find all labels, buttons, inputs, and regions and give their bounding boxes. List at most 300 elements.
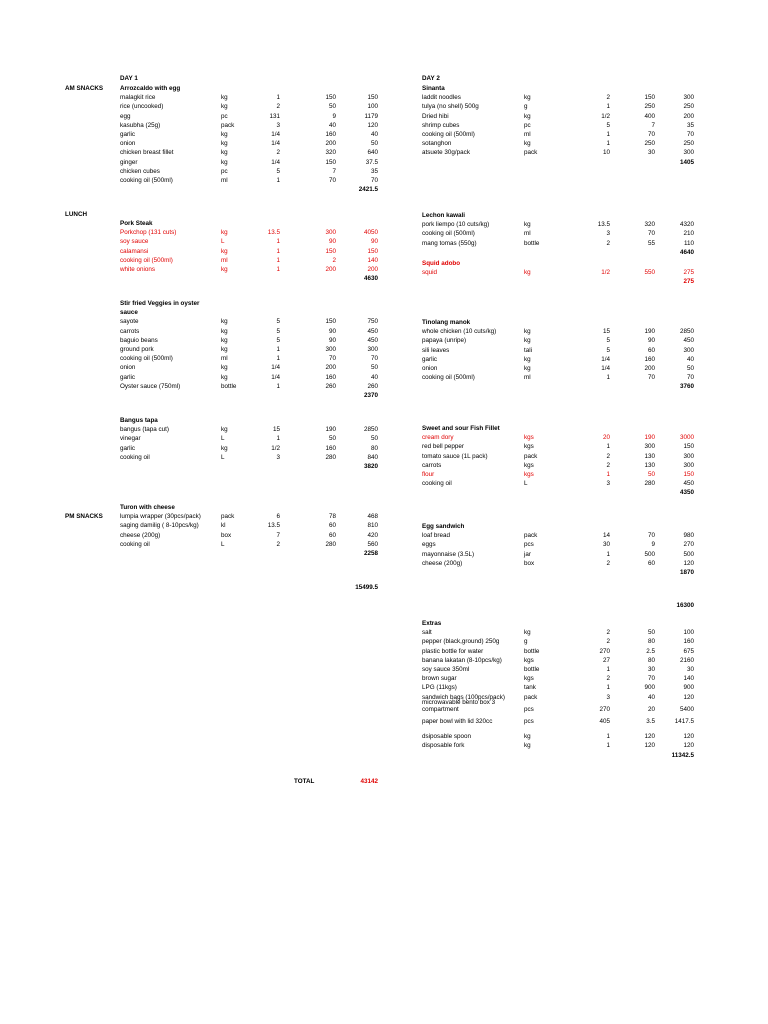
item-unit: kgs xyxy=(524,656,534,664)
item-price: 50 xyxy=(328,435,336,443)
item-total: 70 xyxy=(686,131,694,138)
item-unit: kg xyxy=(524,269,531,277)
item-total: 70 xyxy=(370,355,378,363)
item-unit: bottle xyxy=(524,666,540,673)
item-name: tomato sauce (1L pack) xyxy=(422,452,488,460)
item-price: 200 xyxy=(644,365,655,372)
item-unit: kg xyxy=(221,229,228,237)
item-name: garlic xyxy=(422,355,438,363)
item-unit: kg xyxy=(524,112,531,120)
item-unit: g xyxy=(524,638,528,646)
item-total: 50 xyxy=(686,365,694,372)
item-qty: 5 xyxy=(276,327,280,335)
item-unit: kg xyxy=(524,221,531,229)
item-price: 90 xyxy=(647,337,655,345)
item-total: 675 xyxy=(683,647,694,655)
item-qty: 2 xyxy=(606,239,610,247)
day2-extras-title: Extras xyxy=(422,620,442,627)
item-price: 320 xyxy=(644,221,655,229)
item-total: 300 xyxy=(683,461,694,469)
item-name: mang tomas (550g) xyxy=(422,239,477,247)
item-unit: kg xyxy=(524,94,531,102)
item-unit: L xyxy=(221,238,225,246)
item-total: 160 xyxy=(683,638,694,646)
item-price: 150 xyxy=(644,94,655,102)
item-name: sandwich bags (100pcs/pack) xyxy=(422,693,505,701)
item-qty: 1 xyxy=(606,471,610,478)
item-qty: 2 xyxy=(606,638,610,646)
item-name: cooking oil (500ml) xyxy=(422,374,475,382)
item-unit: kg xyxy=(221,346,228,353)
item-price: 150 xyxy=(325,158,336,166)
item-total: 50 xyxy=(370,140,378,148)
day1-arrozcaldo-subtotal: 2421.5 xyxy=(358,186,378,194)
item-qty: 1/4 xyxy=(271,131,280,138)
item-name: dsiposable spoon xyxy=(422,733,472,741)
item-price: 70 xyxy=(647,374,655,382)
item-total: 110 xyxy=(683,239,694,247)
item-name: shrimp cubes xyxy=(422,121,460,129)
item-name: soy sauce xyxy=(120,238,149,246)
item-name: cooking oil xyxy=(120,540,150,548)
item-name: tulya (no shell) 500g xyxy=(422,103,479,111)
item-price: 9 xyxy=(651,541,655,549)
item-name: cooking oil xyxy=(120,453,150,461)
item-price: 130 xyxy=(644,452,655,460)
item-price: 70 xyxy=(647,230,655,238)
item-unit: tali xyxy=(524,346,533,354)
item-qty: 131 xyxy=(269,112,280,120)
item-name: sili leaves xyxy=(422,346,450,354)
item-price: 120 xyxy=(644,742,655,750)
item-price: 200 xyxy=(325,364,336,372)
item-total: 2850 xyxy=(363,426,378,434)
item-unit: ml xyxy=(524,230,531,238)
day1-bangus-title: Bangus tapa xyxy=(120,417,158,424)
item-qty: 1/2 xyxy=(601,269,610,277)
item-price: 280 xyxy=(644,480,655,488)
item-qty: 2 xyxy=(276,540,280,548)
item-unit: kg xyxy=(221,426,228,434)
item-price: 250 xyxy=(644,103,655,111)
item-qty: 13.5 xyxy=(267,229,280,237)
item-qty: 1 xyxy=(276,266,280,273)
item-total: 980 xyxy=(683,532,694,540)
item-total: 50 xyxy=(370,364,378,372)
item-qty: 14 xyxy=(602,532,610,540)
item-name: garlic xyxy=(120,444,136,452)
item-total: 270 xyxy=(683,541,694,549)
item-price: 78 xyxy=(328,513,336,521)
item-unit: kg xyxy=(221,140,228,148)
day2-squid-title: Squid adobo xyxy=(422,260,461,267)
day1-stir-fried-title-cont: sauce xyxy=(120,309,138,317)
item-qty: 13.5 xyxy=(597,221,610,229)
item-price: 190 xyxy=(644,328,655,336)
item-qty: 5 xyxy=(606,121,610,129)
item-price: 90 xyxy=(328,238,336,246)
item-qty: 3 xyxy=(276,453,280,461)
item-total: 4320 xyxy=(679,221,694,229)
item-qty: 13.5 xyxy=(267,522,280,530)
item-unit: ml xyxy=(221,177,228,184)
item-name: eggs xyxy=(422,541,436,549)
item-unit: box xyxy=(221,531,232,539)
item-price: 40 xyxy=(647,693,655,701)
item-qty: 1 xyxy=(606,742,610,750)
item-total: 300 xyxy=(683,94,694,102)
item-total: 140 xyxy=(683,675,694,683)
item-name: cooking oil (500ml) xyxy=(120,355,173,363)
item-total: 120 xyxy=(683,693,694,701)
item-qty: 1 xyxy=(276,177,280,184)
item-name: cooking oil (500ml) xyxy=(422,131,475,138)
item-total: 1179 xyxy=(364,112,378,120)
item-name: disposable fork xyxy=(422,742,465,750)
item-total: 37.5 xyxy=(365,158,378,166)
item-price: 500 xyxy=(644,550,655,558)
item-unit: kg xyxy=(221,444,228,452)
item-unit: g xyxy=(524,103,528,111)
item-price: 50 xyxy=(647,471,655,478)
item-name: cheese (200g) xyxy=(120,531,161,539)
item-price: 150 xyxy=(325,94,336,102)
item-unit: kg xyxy=(221,266,228,273)
item-name: banana lakatan (8-10pcs/kg) xyxy=(422,656,502,664)
item-unit: kg xyxy=(221,149,228,157)
item-qty: 1/2 xyxy=(601,112,610,120)
item-qty: 27 xyxy=(602,656,610,664)
item-name: papaya (unripe) xyxy=(422,337,467,345)
item-price: 30 xyxy=(647,666,655,673)
item-name: ground pork xyxy=(120,346,154,353)
item-qty: 7 xyxy=(276,531,280,539)
item-qty: 2 xyxy=(606,94,610,102)
item-total: 100 xyxy=(683,629,694,637)
item-qty: 5 xyxy=(606,346,610,354)
item-price: 550 xyxy=(644,269,655,277)
item-price: 130 xyxy=(644,461,655,469)
item-unit: L xyxy=(221,540,225,548)
item-qty: 2 xyxy=(606,629,610,637)
item-total: 70 xyxy=(686,374,694,382)
item-price: 40 xyxy=(328,121,336,129)
item-name: microwavable bento box 3 xyxy=(422,698,496,706)
item-unit: pack xyxy=(524,149,538,157)
item-price: 20 xyxy=(647,705,655,713)
item-total: 70 xyxy=(370,177,378,184)
item-total: 450 xyxy=(367,327,378,335)
item-price: 320 xyxy=(325,149,336,157)
item-name-cont: compartment xyxy=(422,705,459,713)
item-name: cream dory xyxy=(422,434,454,442)
item-total: 250 xyxy=(683,140,694,148)
item-total: 468 xyxy=(367,513,378,521)
item-qty: 1/2 xyxy=(271,444,280,452)
item-unit: kg xyxy=(221,158,228,166)
item-qty: 1 xyxy=(276,94,280,102)
item-total: 50 xyxy=(370,435,378,443)
item-price: 190 xyxy=(644,434,655,442)
item-unit: L xyxy=(221,453,225,461)
item-qty: 1/4 xyxy=(271,158,280,166)
item-price: 280 xyxy=(325,453,336,461)
item-total: 2160 xyxy=(679,656,694,664)
item-unit: tank xyxy=(524,684,536,692)
day2-lechon-title: Lechon kawali xyxy=(422,212,466,219)
item-unit: kgs xyxy=(524,434,534,442)
item-name: kasubha (25g) xyxy=(120,121,161,129)
item-price: 7 xyxy=(651,121,655,129)
item-qty: 3 xyxy=(276,121,280,129)
day2-tinolang-title: Tinolang manok xyxy=(422,319,471,326)
item-price: 70 xyxy=(647,532,655,540)
item-total: 900 xyxy=(683,684,694,692)
item-unit: kgs xyxy=(524,471,534,478)
item-name: flour xyxy=(422,471,435,478)
item-unit: kg xyxy=(221,318,228,326)
item-unit: pack xyxy=(524,693,538,701)
item-qty: 5 xyxy=(606,337,610,345)
item-total: 120 xyxy=(367,121,378,129)
item-total: 4050 xyxy=(363,229,378,237)
item-price: 900 xyxy=(644,684,655,692)
item-unit: ml xyxy=(221,355,228,363)
item-name: Oyster sauce (750ml) xyxy=(120,382,181,390)
item-price: 300 xyxy=(325,346,336,353)
item-unit: pc xyxy=(221,112,228,120)
item-total: 40 xyxy=(370,131,378,138)
item-price: 60 xyxy=(328,531,336,539)
item-total: 90 xyxy=(370,238,378,246)
item-unit: kgs xyxy=(524,461,534,469)
item-name: pepper (black,ground) 250g xyxy=(422,638,500,646)
item-unit: bottle xyxy=(524,239,540,247)
item-qty: 1/4 xyxy=(601,355,610,363)
day1-stir-fried-title: Stir fried Veggies in oyster xyxy=(120,300,200,307)
item-unit: kg xyxy=(524,140,531,148)
day1-pork-steak-subtotal: 4630 xyxy=(363,275,378,283)
item-total: 750 xyxy=(367,318,378,326)
item-unit: kg xyxy=(524,733,531,741)
item-unit: kg xyxy=(524,742,531,750)
item-unit: pack xyxy=(221,121,235,129)
item-unit: kgs xyxy=(524,443,534,451)
item-qty: 1 xyxy=(606,666,610,673)
item-name: sotanghon xyxy=(422,140,452,148)
day2-squid-subtotal: 275 xyxy=(683,278,694,286)
item-total: 260 xyxy=(367,382,378,390)
item-price: 50 xyxy=(647,629,655,637)
item-total: 275 xyxy=(683,269,694,277)
item-name: garlic xyxy=(120,373,136,381)
item-total: 35 xyxy=(686,121,694,129)
item-qty: 10 xyxy=(602,149,610,157)
item-unit: kg xyxy=(221,247,228,255)
item-price: 90 xyxy=(328,327,336,335)
item-unit: kg xyxy=(221,373,228,381)
item-unit: pcs xyxy=(524,541,534,549)
item-price: 60 xyxy=(647,346,655,354)
item-unit: jar xyxy=(524,550,531,558)
item-price: 2 xyxy=(332,256,336,264)
item-price: 9 xyxy=(332,112,336,120)
item-unit: pcs xyxy=(524,718,534,725)
item-total: 450 xyxy=(683,337,694,345)
item-unit: kg xyxy=(524,328,531,336)
item-price: 300 xyxy=(644,443,655,451)
item-qty: 270 xyxy=(599,705,610,713)
item-qty: 1 xyxy=(276,346,280,353)
item-name: Porkchop (131 cuts) xyxy=(120,229,177,237)
item-name: laddit noodles xyxy=(422,94,461,102)
item-qty: 1 xyxy=(606,374,610,382)
item-name: loaf bread xyxy=(422,532,451,540)
item-name: mayonnaise (3.5L) xyxy=(422,550,475,558)
item-name: chicken cubes xyxy=(120,167,160,175)
item-unit: kgs xyxy=(524,675,534,683)
item-name: egg xyxy=(120,112,131,120)
item-price: 30 xyxy=(647,149,655,157)
item-qty: 1/4 xyxy=(271,373,280,381)
day1-turon-title: Turon with cheese xyxy=(120,504,175,511)
item-name: plastic bottle for water xyxy=(422,647,484,655)
item-total: 3000 xyxy=(679,434,694,442)
day2-lechon-subtotal: 4640 xyxy=(679,248,694,256)
item-price: 55 xyxy=(647,239,655,247)
item-name: calamansi xyxy=(120,247,149,255)
item-unit: kg xyxy=(221,336,228,344)
item-total: 2850 xyxy=(679,328,694,336)
item-qty: 1 xyxy=(606,140,610,148)
item-unit: kg xyxy=(524,355,531,363)
item-qty: 1 xyxy=(276,247,280,255)
item-total: 1417.5 xyxy=(674,718,694,725)
item-name: brown sugar xyxy=(422,675,457,683)
item-name: baguio beans xyxy=(120,336,158,344)
item-unit: kg xyxy=(524,629,531,637)
item-qty: 2 xyxy=(606,452,610,460)
item-price: 160 xyxy=(644,355,655,363)
item-total: 300 xyxy=(683,149,694,157)
item-price: 150 xyxy=(325,318,336,326)
item-total: 150 xyxy=(683,443,694,451)
item-price: 2.5 xyxy=(646,647,655,655)
item-total: 120 xyxy=(683,559,694,567)
grand-total-value: 43142 xyxy=(360,778,378,785)
item-name: ginger xyxy=(120,158,138,166)
day1-bangus-subtotal: 3820 xyxy=(363,463,378,470)
item-total: 200 xyxy=(683,112,694,120)
item-name: LPG (11kgs) xyxy=(422,684,457,692)
day2-sweet-sour-title: Sweet and sour Fish Fillet xyxy=(422,425,500,432)
item-qty: 2 xyxy=(276,103,280,111)
item-unit: kg xyxy=(221,103,228,111)
item-total: 810 xyxy=(367,522,378,530)
item-total: 210 xyxy=(683,230,694,238)
item-name: garlic xyxy=(120,131,136,138)
item-qty: 3 xyxy=(606,480,610,488)
item-unit: pc xyxy=(221,167,228,175)
item-total: 450 xyxy=(367,336,378,344)
item-price: 50 xyxy=(328,103,336,111)
item-qty: 270 xyxy=(599,647,610,655)
item-price: 80 xyxy=(647,656,655,664)
section-am-snacks: AM SNACKS xyxy=(65,85,104,92)
item-qty: 1/4 xyxy=(601,365,610,372)
item-name: chicken breast fillet xyxy=(120,149,174,157)
item-qty: 1/4 xyxy=(271,364,280,372)
day2-label: DAY 2 xyxy=(422,75,440,82)
item-qty: 1 xyxy=(276,435,280,443)
item-price: 300 xyxy=(325,229,336,237)
item-total: 300 xyxy=(367,346,378,353)
item-qty: 5 xyxy=(276,167,280,175)
item-price: 200 xyxy=(325,140,336,148)
item-qty: 1 xyxy=(276,382,280,390)
item-price: 160 xyxy=(325,131,336,138)
item-name: white onions xyxy=(120,266,156,273)
item-qty: 405 xyxy=(599,718,610,725)
item-name: Dried hibi xyxy=(422,112,449,120)
item-price: 70 xyxy=(328,355,336,363)
item-qty: 1 xyxy=(606,103,610,111)
item-qty: 1 xyxy=(606,443,610,451)
item-price: 250 xyxy=(644,140,655,148)
day1-label: DAY 1 xyxy=(120,75,138,82)
item-unit: L xyxy=(221,435,225,443)
item-name: carrots xyxy=(120,327,140,335)
item-price: 200 xyxy=(325,266,336,273)
item-total: 150 xyxy=(367,94,378,102)
item-qty: 20 xyxy=(602,434,610,442)
item-unit: box xyxy=(524,559,535,567)
item-unit: L xyxy=(524,480,528,488)
item-total: 250 xyxy=(683,103,694,111)
item-total: 300 xyxy=(683,452,694,460)
item-unit: pack xyxy=(524,452,538,460)
item-price: 190 xyxy=(325,426,336,434)
item-unit: pack xyxy=(221,513,235,521)
item-qty: 15 xyxy=(602,328,610,336)
day1-turon-subtotal: 2258 xyxy=(363,550,378,557)
item-name: onion xyxy=(422,365,438,372)
day1-arrozcaldo-title: Arrozcaldo with egg xyxy=(120,85,181,92)
item-name: rice (uncooked) xyxy=(120,103,164,111)
item-price: 7 xyxy=(332,167,336,175)
item-unit: bottle xyxy=(221,382,237,390)
item-name: soy sauce 350ml xyxy=(422,666,470,673)
day2-sinanta-subtotal: 1405 xyxy=(679,158,694,166)
item-qty: 3 xyxy=(606,230,610,238)
item-qty: 1/4 xyxy=(271,140,280,148)
item-price: 3.5 xyxy=(646,718,655,725)
item-unit: bottle xyxy=(524,647,540,655)
item-price: 150 xyxy=(325,247,336,255)
item-total: 5400 xyxy=(679,705,694,713)
item-name: onion xyxy=(120,364,136,372)
item-name: cooking oil xyxy=(422,480,452,488)
item-total: 40 xyxy=(370,373,378,381)
day1-stir-fried-subtotal: 2370 xyxy=(363,392,378,399)
item-name: cooking oil (500ml) xyxy=(120,256,173,264)
item-total: 500 xyxy=(683,550,694,558)
item-name: cheese (200g) xyxy=(422,559,463,567)
day2-sinanta-title: Sinanta xyxy=(422,85,445,92)
item-total: 140 xyxy=(367,256,378,264)
item-unit: kg xyxy=(524,365,531,372)
day2-sweet-sour-subtotal: 4350 xyxy=(679,489,694,497)
